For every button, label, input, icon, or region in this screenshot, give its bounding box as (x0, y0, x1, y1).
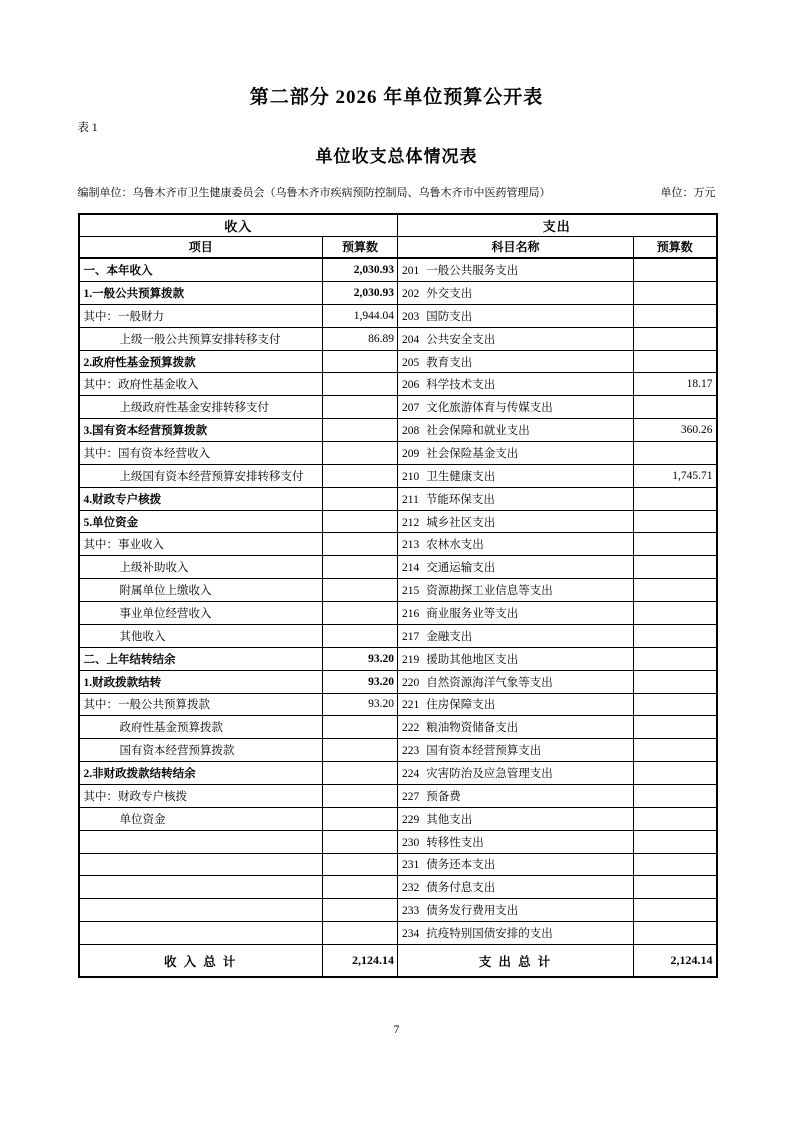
table-row (79, 716, 717, 739)
income-amount-cell (323, 739, 398, 762)
income-item-label: 其中：国有资本经营收入 (83, 447, 210, 460)
table-row (79, 693, 717, 716)
income-item-cell (79, 922, 323, 945)
expense-subject-name: 预备费 (426, 790, 461, 803)
expense-subject-cell (398, 762, 634, 785)
expense-subject-name: 公共安全支出 (426, 333, 496, 346)
expense-subject-cell (398, 304, 634, 327)
expense-subject-code: 215 (402, 585, 420, 598)
table-row (79, 442, 717, 465)
expense-subject-cell (398, 830, 634, 853)
income-item-label: 其他收入 (119, 630, 166, 643)
expense-amount-cell (634, 533, 717, 556)
expense-subject-name: 债务付息支出 (426, 882, 496, 895)
prepared-by-label: 编制单位：乌鲁木齐市卫生健康委员会（乌鲁木齐市疾病预防控制局、乌鲁木齐市中医药管理局） (77, 187, 551, 199)
income-amount-cell: 93.20 (323, 670, 398, 693)
expense-subject-name: 住房保障支出 (426, 699, 496, 712)
income-item-label: 1.财政拨款结转 (83, 676, 162, 689)
expense-subject-name: 债务发行费用支出 (426, 905, 519, 918)
expense-subject-name: 交通运输支出 (426, 562, 496, 575)
income-item-cell (79, 258, 323, 282)
expense-subject-code: 234 (402, 928, 420, 941)
income-item-cell (79, 487, 323, 510)
expense-subject-name: 社会保障和就业支出 (426, 425, 530, 438)
expense-amount-cell (634, 739, 717, 762)
expense-subject-code: 233 (402, 905, 420, 918)
income-total-amount: 2,124.14 (323, 945, 398, 977)
expense-amount-cell (634, 693, 717, 716)
meta-row (78, 187, 716, 200)
income-item-cell (79, 876, 323, 899)
expense-subject-name: 农林水支出 (426, 539, 484, 552)
expense-subject-name: 一般公共服务支出 (426, 265, 519, 278)
table-row (79, 487, 717, 510)
income-item-label: 上级国有资本经营预算安排转移支付 (119, 470, 304, 483)
income-amount-cell (323, 762, 398, 785)
expense-subject-code: 223 (402, 745, 420, 758)
expense-subject-name: 债务还本支出 (426, 859, 496, 872)
income-total-label: 收 入 总 计 (79, 945, 323, 977)
page-number: 7 (393, 1024, 400, 1036)
expense-amount-cell (634, 442, 717, 465)
expense-subject-code: 203 (402, 310, 420, 323)
income-item-label: 1.一般公共预算拨款 (83, 287, 185, 300)
income-item-label: 其中：政府性基金收入 (83, 379, 199, 392)
income-item-label: 事业单位经营收入 (119, 607, 212, 620)
income-item-cell (79, 647, 323, 670)
income-item-label: 上级补助收入 (119, 562, 189, 575)
expense-subject-name: 教育支出 (426, 356, 473, 369)
income-item-label: 附属单位上缴收入 (119, 585, 212, 598)
income-amount-cell (323, 442, 398, 465)
expense-subject-cell (398, 464, 634, 487)
income-item-cell (79, 899, 323, 922)
expense-subject-name: 外交支出 (426, 287, 473, 300)
income-amount-cell (323, 807, 398, 830)
col-header-income-amount: 预算数 (323, 236, 398, 258)
expense-subject-name: 转移性支出 (426, 836, 484, 849)
income-amount-cell (323, 373, 398, 396)
expense-subject-code: 230 (402, 836, 420, 849)
expense-subject-code: 214 (402, 562, 420, 575)
income-item-label: 3.国有资本经营预算拨款 (83, 425, 208, 438)
expense-subject-code: 231 (402, 859, 420, 872)
expense-amount-cell (634, 853, 717, 876)
expense-subject-code: 217 (402, 630, 420, 643)
expense-subject-code: 202 (402, 287, 420, 300)
expense-subject-code: 222 (402, 722, 420, 735)
income-amount-cell: 86.89 (323, 327, 398, 350)
expense-subject-code: 224 (402, 768, 420, 780)
expense-amount-cell (634, 350, 717, 373)
income-amount-cell: 2,030.93 (323, 258, 398, 282)
column-header-row (79, 236, 717, 258)
income-item-cell (79, 350, 323, 373)
income-amount-cell (323, 350, 398, 373)
expense-subject-code: 206 (402, 379, 420, 392)
income-item-label: 其中：财政专户核拨 (83, 790, 187, 803)
expense-subject-name: 城乡社区支出 (426, 516, 496, 529)
total-row (79, 945, 717, 977)
income-item-cell (79, 853, 323, 876)
table-footer (79, 945, 717, 977)
income-amount-cell (323, 716, 398, 739)
expense-subject-code: 201 (402, 265, 420, 278)
expense-subject-cell (398, 716, 634, 739)
expense-subject-code: 211 (402, 493, 419, 506)
table-row (79, 602, 717, 625)
expense-amount-cell (634, 670, 717, 693)
income-amount-cell (323, 830, 398, 853)
expense-subject-code: 221 (402, 699, 420, 712)
expense-subject-cell (398, 807, 634, 830)
expense-subject-name: 援助其他地区支出 (426, 653, 519, 666)
expense-subject-cell (398, 282, 634, 305)
table-row (79, 533, 717, 556)
expense-amount-cell (634, 922, 717, 945)
income-amount-cell (323, 487, 398, 510)
expense-subject-cell (398, 602, 634, 625)
expense-subject-code: 204 (402, 333, 420, 346)
income-item-cell (79, 327, 323, 350)
table-row (79, 670, 717, 693)
table-body (79, 258, 717, 945)
income-amount-cell (323, 602, 398, 625)
expense-subject-code: 212 (402, 516, 420, 529)
table-row (79, 922, 717, 945)
income-amount-cell (323, 533, 398, 556)
expense-subject-code: 219 (402, 653, 420, 666)
income-item-label: 单位资金 (119, 813, 166, 826)
expense-amount-cell (634, 602, 717, 625)
income-item-label: 国有资本经营预算拨款 (119, 745, 235, 758)
expense-subject-cell (398, 899, 634, 922)
expense-subject-cell (398, 419, 634, 442)
expense-amount-cell (634, 807, 717, 830)
expense-subject-code: 209 (402, 447, 420, 460)
col-header-item: 项目 (79, 236, 323, 258)
expense-subject-name: 灾害防治及应急管理支出 (426, 768, 553, 780)
expense-subject-code: 220 (402, 676, 420, 689)
table-row (79, 327, 717, 350)
income-amount-cell (323, 853, 398, 876)
table-row (79, 876, 717, 899)
income-item-cell (79, 602, 323, 625)
expense-subject-cell (398, 624, 634, 647)
income-amount-cell (323, 899, 398, 922)
income-item-cell (79, 282, 323, 305)
table-row (79, 556, 717, 579)
expense-subject-cell (398, 258, 634, 282)
table-row (79, 739, 717, 762)
col-header-expense-amount: 预算数 (634, 236, 717, 258)
expense-subject-cell (398, 739, 634, 762)
income-item-cell (79, 670, 323, 693)
expense-amount-cell (634, 304, 717, 327)
income-amount-cell (323, 876, 398, 899)
table-row (79, 624, 717, 647)
part-title: 第二部分 2026 年单位预算公开表 (249, 87, 544, 108)
income-item-label: 政府性基金预算拨款 (119, 722, 223, 735)
expense-subject-name: 粮油物资储备支出 (426, 722, 519, 735)
table-row (79, 464, 717, 487)
expense-subject-code: 227 (402, 790, 420, 803)
table-label: 表 1 (77, 122, 98, 134)
table-row (79, 373, 717, 396)
income-section-header: 收入 (79, 214, 398, 236)
expense-subject-name: 科学技术支出 (426, 379, 496, 392)
expense-subject-name: 卫生健康支出 (426, 470, 496, 483)
section-header-row (79, 214, 717, 236)
expense-amount-cell (634, 282, 717, 305)
income-amount-cell (323, 784, 398, 807)
expense-subject-cell (398, 533, 634, 556)
expense-subject-name: 社会保险基金支出 (426, 447, 519, 460)
expense-amount-cell (634, 624, 717, 647)
expense-subject-cell (398, 876, 634, 899)
table-row (79, 762, 717, 785)
income-amount-cell (323, 464, 398, 487)
expense-subject-cell (398, 922, 634, 945)
expense-amount-cell (634, 556, 717, 579)
income-item-cell (79, 396, 323, 419)
page-content (78, 87, 716, 1036)
expense-amount-cell (634, 762, 717, 785)
expense-amount-cell (634, 784, 717, 807)
income-item-cell (79, 762, 323, 785)
income-item-cell (79, 739, 323, 762)
income-item-cell (79, 624, 323, 647)
table-row (79, 853, 717, 876)
income-amount-cell: 2,030.93 (323, 282, 398, 305)
table-row (79, 282, 717, 305)
expense-subject-name: 自然资源海洋气象等支出 (426, 676, 553, 689)
expense-subject-cell (398, 327, 634, 350)
expense-subject-code: 205 (402, 356, 420, 369)
unit-label: 单位：万元 (660, 187, 716, 199)
income-item-cell (79, 442, 323, 465)
expense-subject-name: 金融支出 (426, 630, 473, 643)
expense-amount-cell: 360.26 (634, 419, 717, 442)
budget-table (78, 213, 718, 978)
expense-subject-name: 国有资本经营预算支出 (426, 745, 542, 758)
table-row (79, 807, 717, 830)
table-row (79, 830, 717, 853)
income-item-cell (79, 304, 323, 327)
income-item-cell (79, 693, 323, 716)
expense-subject-cell (398, 442, 634, 465)
expense-amount-cell (634, 487, 717, 510)
expense-subject-cell (398, 670, 634, 693)
income-item-cell (79, 579, 323, 602)
income-item-cell (79, 807, 323, 830)
income-amount-cell: 93.20 (323, 693, 398, 716)
income-amount-cell (323, 419, 398, 442)
expense-amount-cell (634, 327, 717, 350)
expense-subject-cell (398, 556, 634, 579)
col-header-subject: 科目名称 (398, 236, 634, 258)
expense-subject-code: 213 (402, 539, 420, 552)
expense-amount-cell: 18.17 (634, 373, 717, 396)
income-item-label: 其中：一般财力 (83, 310, 164, 323)
expense-subject-name: 节能环保支出 (425, 493, 495, 506)
income-item-label: 上级政府性基金安排转移支付 (119, 402, 269, 415)
income-item-label: 其中：事业收入 (83, 539, 164, 552)
table-row (79, 258, 717, 282)
income-item-label: 其中：一般公共预算拨款 (83, 699, 210, 712)
income-amount-cell (323, 510, 398, 533)
expense-amount-cell (634, 579, 717, 602)
income-item-label: 4.财政专户核拨 (83, 493, 162, 506)
expense-subject-code: 210 (402, 470, 420, 483)
income-item-cell (79, 830, 323, 853)
expense-subject-name: 资源勘探工业信息等支出 (426, 585, 553, 598)
income-amount-cell (323, 922, 398, 945)
expense-amount-cell (634, 258, 717, 282)
table-title: 单位收支总体情况表 (315, 147, 478, 166)
expense-amount-cell (634, 647, 717, 670)
expense-total-label: 支 出 总 计 (398, 945, 634, 977)
expense-amount-cell (634, 510, 717, 533)
income-item-cell (79, 373, 323, 396)
expense-subject-cell (398, 510, 634, 533)
income-item-label: 二、上年结转结余 (83, 653, 176, 666)
expense-subject-code: 232 (402, 882, 420, 895)
income-item-cell (79, 784, 323, 807)
expense-subject-cell (398, 350, 634, 373)
table-row (79, 419, 717, 442)
expense-amount-cell (634, 899, 717, 922)
expense-subject-name: 其他支出 (426, 813, 473, 826)
expense-subject-name: 文化旅游体育与传媒支出 (426, 402, 553, 415)
expense-subject-code: 229 (402, 813, 420, 826)
income-amount-cell (323, 624, 398, 647)
expense-subject-name: 商业服务业等支出 (426, 607, 519, 620)
table-row (79, 579, 717, 602)
income-amount-cell (323, 396, 398, 419)
income-amount-cell: 1,944.04 (323, 304, 398, 327)
expense-subject-cell (398, 693, 634, 716)
expense-total-amount: 2,124.14 (634, 945, 717, 977)
income-item-cell (79, 510, 323, 533)
expense-subject-cell (398, 373, 634, 396)
table-row (79, 510, 717, 533)
table-row (79, 647, 717, 670)
expense-subject-code: 216 (402, 607, 420, 620)
expense-section-header: 支出 (398, 214, 717, 236)
income-item-cell (79, 533, 323, 556)
income-amount-cell (323, 556, 398, 579)
table-row (79, 784, 717, 807)
expense-subject-name: 国防支出 (426, 310, 473, 323)
income-item-label: 一、本年收入 (83, 265, 153, 278)
expense-amount-cell (634, 396, 717, 419)
expense-subject-cell (398, 579, 634, 602)
income-amount-cell (323, 579, 398, 602)
expense-subject-cell (398, 784, 634, 807)
expense-subject-cell (398, 487, 634, 510)
expense-subject-cell (398, 396, 634, 419)
income-item-label: 上级一般公共预算安排转移支付 (119, 333, 281, 346)
income-amount-cell: 93.20 (323, 647, 398, 670)
table-row (79, 350, 717, 373)
expense-subject-cell (398, 853, 634, 876)
income-item-label: 2.政府性基金预算拨款 (83, 356, 196, 369)
income-item-cell (79, 556, 323, 579)
expense-amount-cell (634, 876, 717, 899)
expense-subject-code: 207 (402, 402, 420, 415)
income-item-label: 2.非财政拨款结转结余 (83, 768, 196, 780)
table-row (79, 304, 717, 327)
table-row (79, 899, 717, 922)
expense-subject-name: 抗疫特别国债安排的支出 (426, 928, 553, 941)
income-item-label: 5.单位资金 (83, 516, 139, 529)
expense-subject-cell (398, 647, 634, 670)
expense-amount-cell: 1,745.71 (634, 464, 717, 487)
income-item-cell (79, 464, 323, 487)
expense-amount-cell (634, 716, 717, 739)
expense-amount-cell (634, 830, 717, 853)
expense-subject-code: 208 (402, 425, 420, 438)
table-row (79, 396, 717, 419)
income-item-cell (79, 419, 323, 442)
income-item-cell (79, 716, 323, 739)
